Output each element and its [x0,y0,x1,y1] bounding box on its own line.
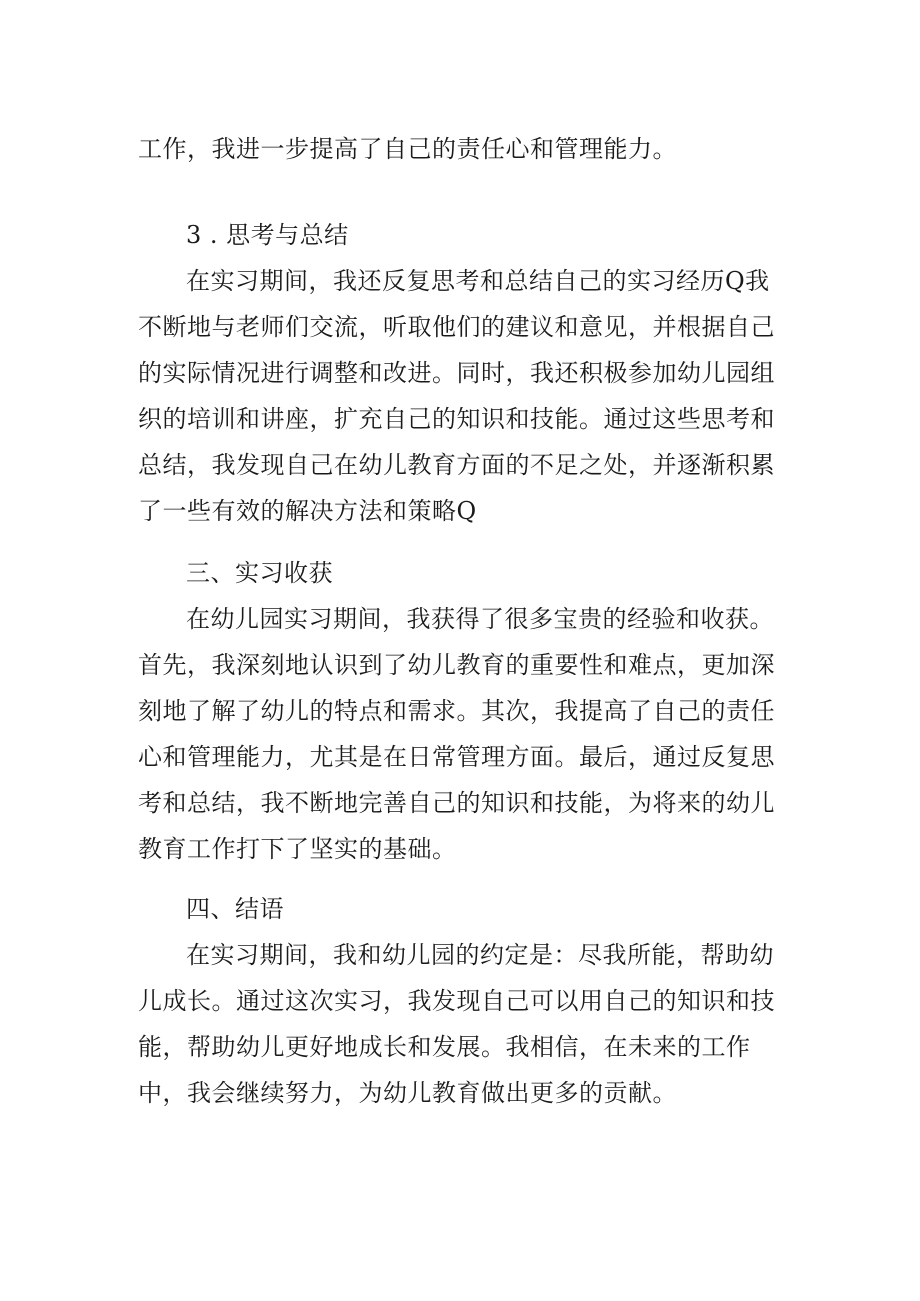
text-line: 总结，我发现自己在幼儿教育方面的不足之处，并逐渐积累 [138,451,775,479]
text-line: 在实习期间，我和幼儿园的约定是：尽我所能，帮助幼 [186,941,774,969]
paragraph-harvest [138,596,788,872]
paragraph-intro-tail [138,126,788,172]
text-line: 首先，我深刻地认识到了幼儿教育的重要性和难点，更加深 [138,651,775,679]
text-line: 中，我会继续努力，为幼儿教育做出更多的贡献。 [138,1079,677,1107]
text-line: 不断地与老师们交流，听取他们的建议和意见，并根据自己 [138,313,775,341]
text-line: 儿成长。通过这次实习，我发现自己可以用自己的知识和技 [138,987,775,1015]
section-heading-conclusion [138,886,788,932]
heading-text: 3 . 思考与总结 [186,221,349,249]
text-line: 心和管理能力，尤其是在日常管理方面。最后，通过反复思 [138,743,775,771]
section-heading-reflection [138,212,788,258]
text-line: 在幼儿园实习期间，我获得了很多宝贵的经验和收获。 [186,605,774,633]
text-line: 能，帮助幼儿更好地成长和发展。我相信，在未来的工作 [138,1033,751,1061]
text-line: 了一些有效的解决方法和策略Q [138,497,477,525]
heading-text: 三、实习收获 [186,559,333,587]
text-line: 在实习期间，我还反复思考和总结自己的实习经历Q我 [186,267,770,295]
section-heading-harvest [138,550,788,596]
text-line: 工作，我进一步提高了自己的责任心和管理能力。 [138,135,677,163]
text-line: 刻地了解了幼儿的特点和需求。其次，我提高了自己的责任 [138,697,775,725]
text-line: 织的培训和讲座，扩充自己的知识和技能。通过这些思考和 [138,405,775,433]
paragraph-conclusion [138,932,788,1116]
heading-text: 四、结语 [186,895,284,923]
text-line: 的实际情况进行调整和改进。同时，我还积极参加幼儿园组 [138,359,775,387]
text-line: 教育工作打下了坚实的基础。 [138,835,457,863]
text-line: 考和总结，我不断地完善自己的知识和技能，为将来的幼儿 [138,789,775,817]
paragraph-reflection [138,258,788,534]
